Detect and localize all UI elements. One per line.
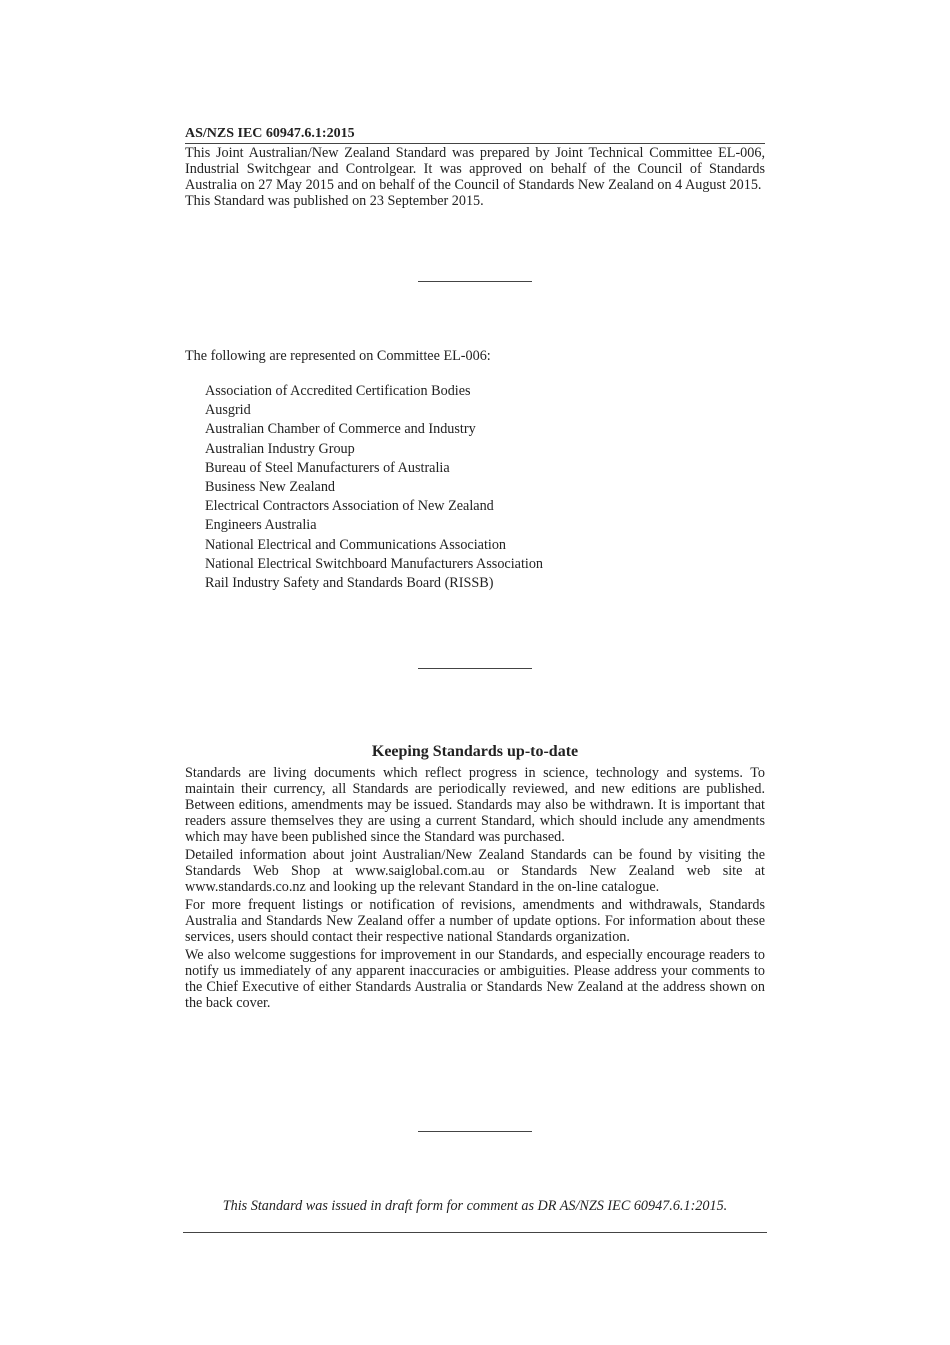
divider-rule [418,1131,532,1132]
committee-intro: The following are represented on Committee EL-006: [185,348,491,364]
draft-note: This Standard was issued in draft form for comment as DR AS/NZS IEC 60947.6.1:2015. [222,1198,728,1214]
committee-member: National Electrical Switchboard Manufacturers Association [205,555,544,572]
committee-member: Rail Industry Safety and Standards Board (RISSB) [205,575,494,592]
committee-member: Engineers Australia [205,517,317,534]
preparation-section [185,145,765,209]
committee-member: Australian Chamber of Commerce and Industry [205,421,476,438]
paragraph: We also welcome suggestions for improvement in our Standards, and especially encourage readers to notify us immediately of any apparent inaccuracies or ambiguities. Please address your comments to the Chief Executive of either Standards Australia or Standards New Zealand at the address shown on the back cover. [185,947,765,1011]
section-heading: Keeping Standards up-to-date [371,743,579,760]
committee-member: Association of Accredited Certification Bodies [205,383,471,399]
committee-member-list [205,382,765,593]
paragraph: Standards are living documents which reflect progress in science, technology and systems. To maintain their currency, all Standards are periodically reviewed, and new editions are published. Between editions, amendments may be issued. Standards may also be withdrawn. It is important that readers assure themselves they are using a current Standard, which should include any amendments which may have been published since the Standard was purchased. [185,765,765,845]
keeping-up-to-date-body [185,765,765,1013]
divider-rule [418,281,532,282]
publication-statement: This Standard was published on 23 September 2015. [185,193,484,209]
standard-id: AS/NZS IEC 60947.6.1:2015 [185,126,765,144]
committee-member: Ausgrid [205,402,251,419]
paragraph: Detailed information about joint Australian/New Zealand Standards can be found by visiting the Standards Web Shop at www.saiglobal.com.au or Standards New Zealand web site at www.standards.co.nz and looking up the relevant Standard in the on-line catalogue. [185,847,765,895]
approval-statement: This Joint Australian/New Zealand Standard was prepared by Joint Technical Committee EL-006, Industrial Switchgear and Controlgear. It was approved on behalf of the Council of Standards Australia on 27 May 2015 and on behalf of the Council of Standards New Zealand on 4 August 2015. [185,145,765,193]
committee-member: Australian Industry Group [205,440,355,457]
footer-rule [183,1232,767,1233]
divider-rule [418,668,532,669]
committee-member: Electrical Contractors Association of New Zealand [205,498,494,515]
committee-member: Business New Zealand [205,479,336,496]
committee-member: Bureau of Steel Manufacturers of Australia [205,459,450,476]
committee-member: National Electrical and Communications Association [205,536,507,553]
paragraph: For more frequent listings or notification of revisions, amendments and withdrawals, Standards Australia and Standards New Zealand offer a number of update options. For information about these services, users should contact their respective national Standards organization. [185,897,765,945]
